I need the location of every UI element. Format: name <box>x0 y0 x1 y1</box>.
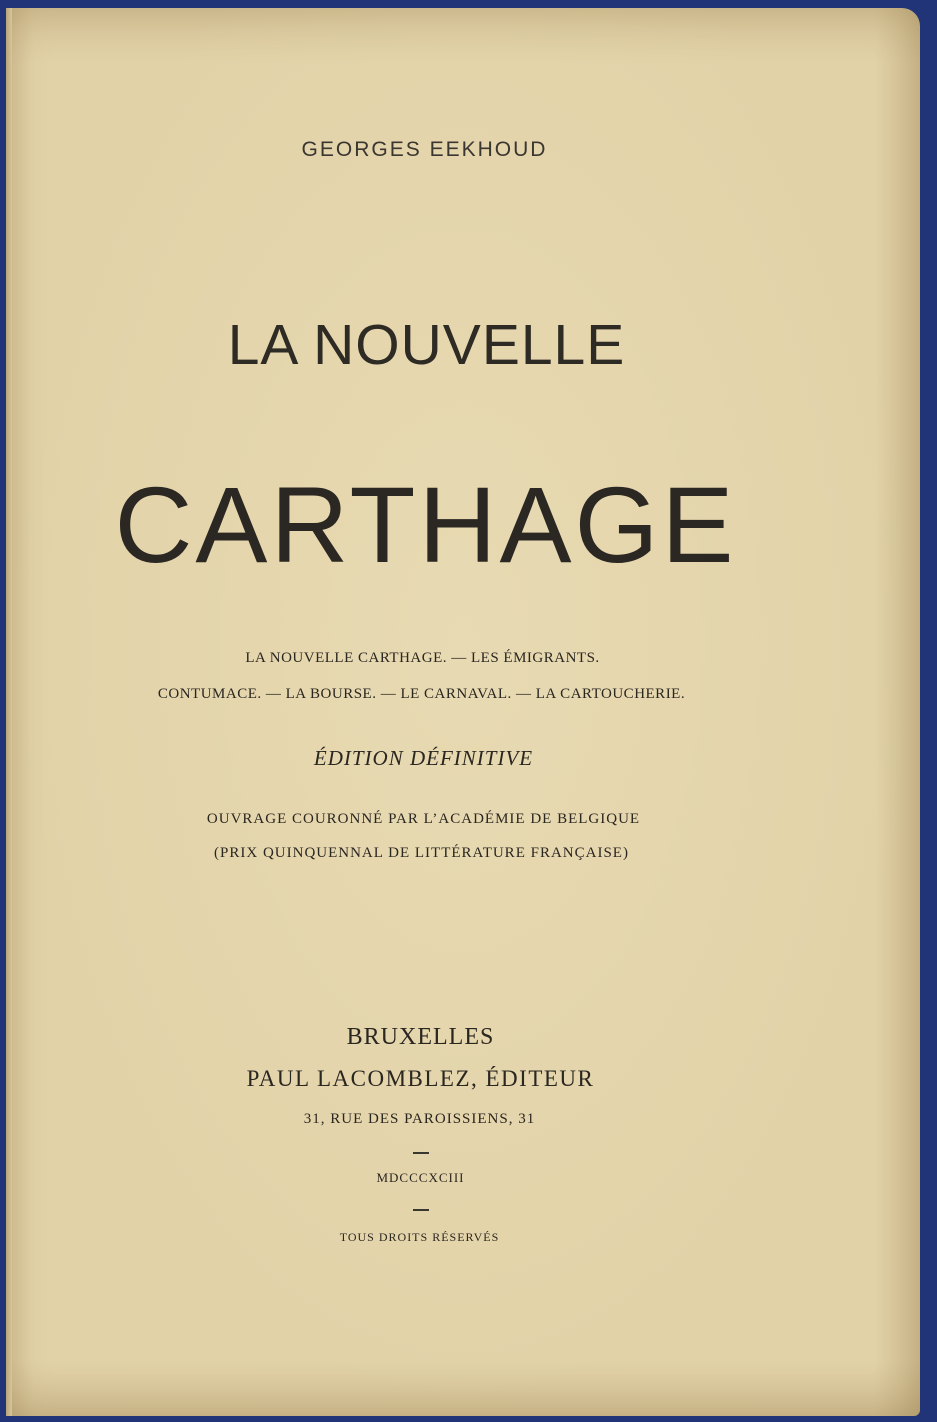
author-name: GEORGES EEKHOUD <box>301 138 548 161</box>
prize-line-2: (PRIX QUINQUENNAL DE LITTÉRATURE FRANÇAISE) <box>214 845 629 861</box>
divider-rule <box>413 1152 429 1154</box>
imprint-year: MDCCCXCIII <box>376 1170 465 1185</box>
contents-line-1: LA NOUVELLE CARTHAGE. — LES ÉMIGRANTS. <box>245 650 600 666</box>
imprint-city: BRUXELLES <box>346 1024 495 1050</box>
page-fold <box>6 8 12 1416</box>
title-page <box>6 8 920 1416</box>
edition-label: ÉDITION DÉFINITIVE <box>313 746 534 770</box>
imprint-address: 31, RUE DES PAROISSIENS, 31 <box>303 1111 536 1127</box>
prize-line-1: OUVRAGE COURONNÉ PAR L’ACADÉMIE DE BELGIQUE <box>206 811 641 827</box>
contents-line-2: CONTUMACE. — LA BOURSE. — LE CARNAVAL. — LA CARTOUCHERIE. <box>157 686 686 702</box>
divider-rule <box>413 1209 429 1211</box>
rights-notice: TOUS DROITS RÉSERVÉS <box>339 1230 500 1244</box>
title-line-2: CARTHAGE <box>114 464 737 585</box>
imprint-publisher: PAUL LACOMBLEZ, ÉDITEUR <box>246 1066 595 1091</box>
title-line-1: LA NOUVELLE <box>227 313 626 377</box>
